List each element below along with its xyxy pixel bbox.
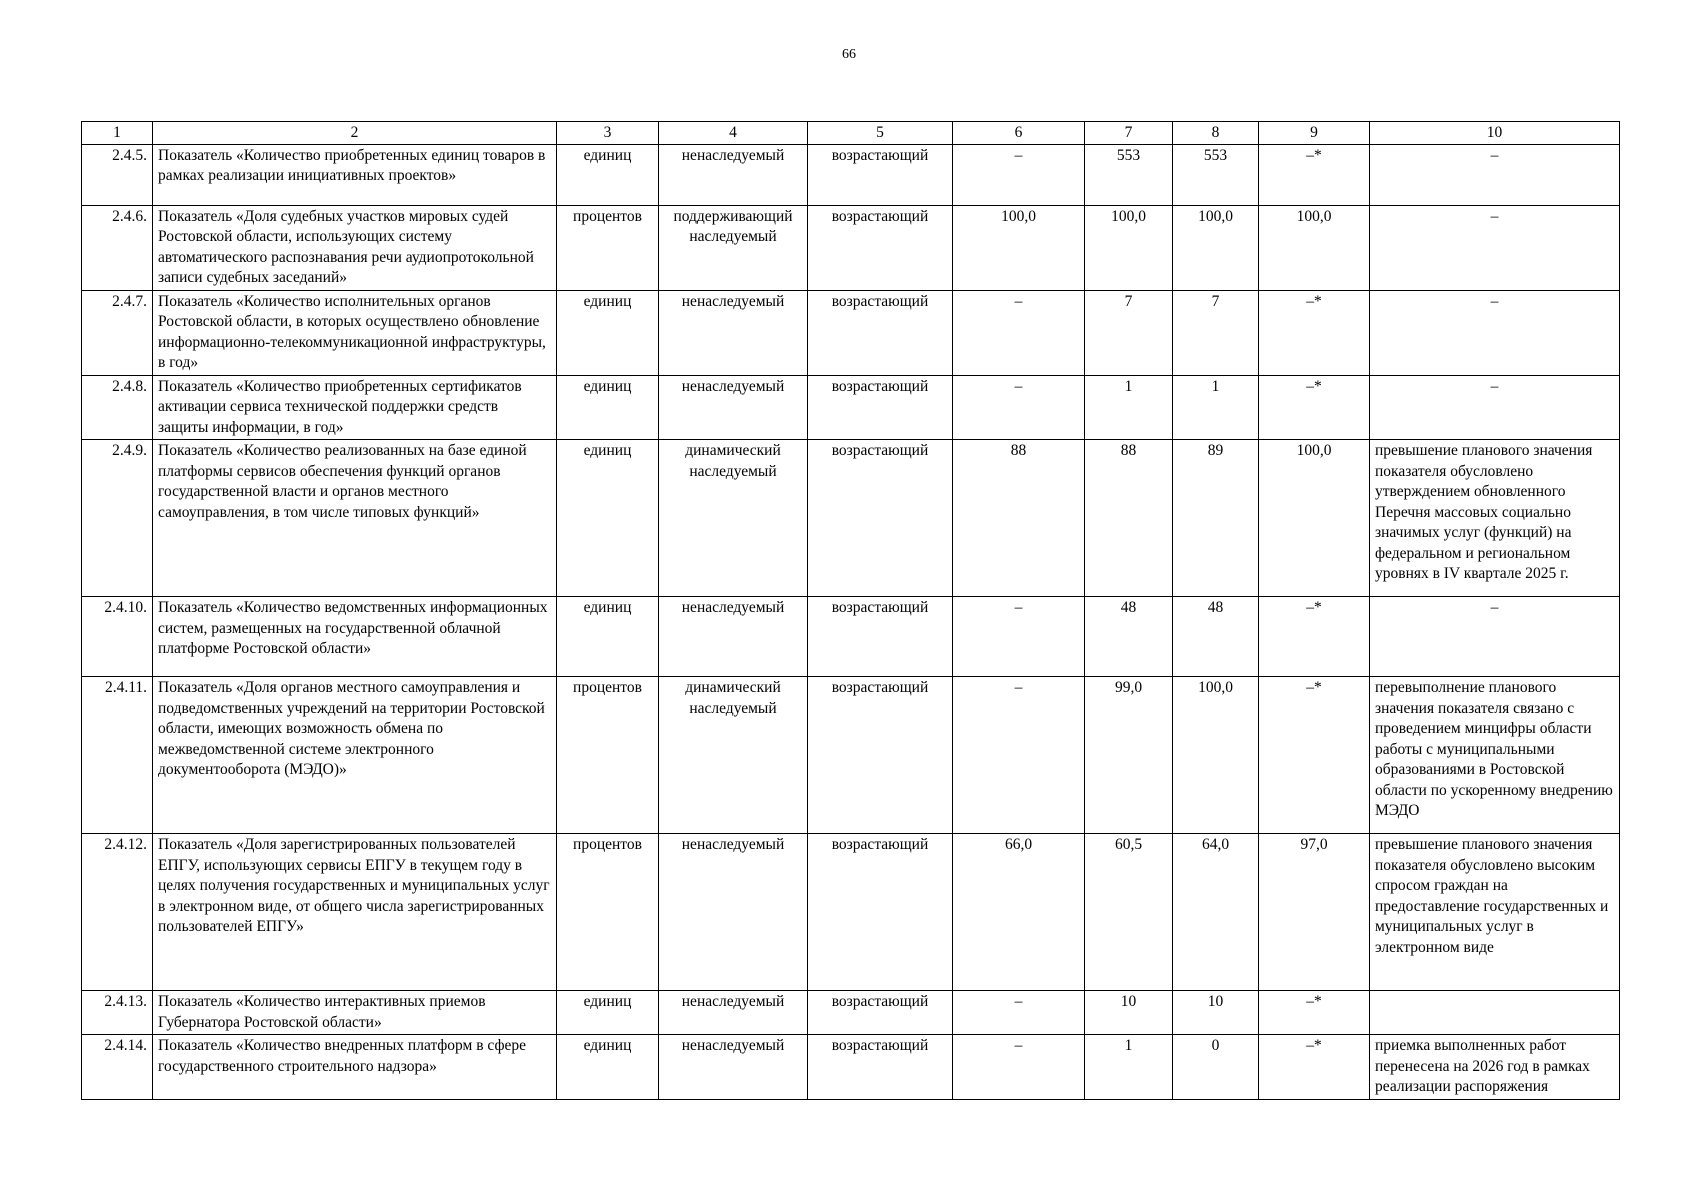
value-col7-cell: 553 xyxy=(1085,144,1173,205)
indicator-type-cell: ненаследуемый xyxy=(659,375,808,440)
value-col9-cell: 100,0 xyxy=(1259,205,1370,290)
note-cell: – xyxy=(1370,290,1620,375)
column-header: 8 xyxy=(1173,122,1259,145)
row-number-cell: 2.4.9. xyxy=(82,440,153,597)
column-header: 6 xyxy=(953,122,1085,145)
unit-cell: процентов xyxy=(557,205,659,290)
table-row xyxy=(82,991,1620,1035)
value-col6-cell: – xyxy=(953,991,1085,1035)
note-cell: перевыполнение планового значения показателя связано с проведением минцифры области работы с муниципальными образованиями в Ростовской области по ускоренному внедрению МЭДО xyxy=(1370,677,1620,834)
column-header: 9 xyxy=(1259,122,1370,145)
indicator-type-cell: ненаследуемый xyxy=(659,144,808,205)
unit-cell: процентов xyxy=(557,677,659,834)
row-number-cell: 2.4.10. xyxy=(82,597,153,677)
value-col9-cell: –* xyxy=(1259,290,1370,375)
value-col7-cell: 88 xyxy=(1085,440,1173,597)
unit-cell: единиц xyxy=(557,1035,659,1100)
table-row xyxy=(82,144,1620,205)
column-header: 5 xyxy=(808,122,953,145)
value-col9-cell: –* xyxy=(1259,1035,1370,1100)
value-col7-cell: 10 xyxy=(1085,991,1173,1035)
value-col8-cell: 10 xyxy=(1173,991,1259,1035)
indicator-name-cell: Показатель «Доля судебных участков мировых судей Ростовской области, использующих систему автоматического распознавания речи аудиопротокольной записи судебных заседаний» xyxy=(153,205,557,290)
direction-cell: возрастающий xyxy=(808,1035,953,1100)
unit-cell: единиц xyxy=(557,440,659,597)
row-number-cell: 2.4.6. xyxy=(82,205,153,290)
column-header: 10 xyxy=(1370,122,1620,145)
note-cell: – xyxy=(1370,205,1620,290)
value-col9-cell: 97,0 xyxy=(1259,834,1370,991)
indicator-type-cell: динамический наследуемый xyxy=(659,677,808,834)
table-row xyxy=(82,290,1620,375)
indicator-name-cell: Показатель «Количество реализованных на базе единой платформы сервисов обеспечения функций органов государственной власти и органов местного самоуправления, в том числе типовых функций» xyxy=(153,440,557,597)
table-row xyxy=(82,597,1620,677)
row-number-cell: 2.4.8. xyxy=(82,375,153,440)
indicator-type-cell: ненаследуемый xyxy=(659,597,808,677)
value-col8-cell: 100,0 xyxy=(1173,205,1259,290)
table-row xyxy=(82,205,1620,290)
column-header: 3 xyxy=(557,122,659,145)
unit-cell: единиц xyxy=(557,597,659,677)
note-cell xyxy=(1370,991,1620,1035)
column-header: 4 xyxy=(659,122,808,145)
direction-cell: возрастающий xyxy=(808,597,953,677)
value-col8-cell: 553 xyxy=(1173,144,1259,205)
value-col9-cell: –* xyxy=(1259,677,1370,834)
table-header-row xyxy=(82,122,1620,145)
direction-cell: возрастающий xyxy=(808,991,953,1035)
unit-cell: единиц xyxy=(557,991,659,1035)
row-number-cell: 2.4.12. xyxy=(82,834,153,991)
value-col8-cell: 64,0 xyxy=(1173,834,1259,991)
row-number-cell: 2.4.13. xyxy=(82,991,153,1035)
value-col7-cell: 7 xyxy=(1085,290,1173,375)
indicator-name-cell: Показатель «Количество приобретенных единиц товаров в рамках реализации инициативных проектов» xyxy=(153,144,557,205)
direction-cell: возрастающий xyxy=(808,440,953,597)
unit-cell: единиц xyxy=(557,375,659,440)
indicators-table xyxy=(81,121,1620,1100)
value-col7-cell: 99,0 xyxy=(1085,677,1173,834)
value-col9-cell: –* xyxy=(1259,375,1370,440)
value-col9-cell: –* xyxy=(1259,144,1370,205)
value-col6-cell: – xyxy=(953,144,1085,205)
direction-cell: возрастающий xyxy=(808,290,953,375)
indicator-name-cell: Показатель «Количество приобретенных сертификатов активации сервиса технической поддержки средств защиты информации, в год» xyxy=(153,375,557,440)
unit-cell: единиц xyxy=(557,290,659,375)
table-row xyxy=(82,677,1620,834)
indicator-type-cell: динамический наследуемый xyxy=(659,440,808,597)
note-cell: превышение планового значения показателя обусловлено утверждением обновленного Перечня массовых социально значимых услуг (функций) на федеральном и региональном уровнях в IV квартале 2025 г. xyxy=(1370,440,1620,597)
value-col6-cell: 88 xyxy=(953,440,1085,597)
table-row xyxy=(82,440,1620,597)
note-cell: – xyxy=(1370,375,1620,440)
note-cell: превышение планового значения показателя обусловлено высоким спросом граждан на предоставление государственных и муниципальных услуг в электронном виде xyxy=(1370,834,1620,991)
indicator-type-cell: поддерживающий наследуемый xyxy=(659,205,808,290)
value-col6-cell: – xyxy=(953,677,1085,834)
note-cell: – xyxy=(1370,597,1620,677)
row-number-cell: 2.4.7. xyxy=(82,290,153,375)
direction-cell: возрастающий xyxy=(808,375,953,440)
value-col7-cell: 100,0 xyxy=(1085,205,1173,290)
value-col9-cell: –* xyxy=(1259,597,1370,677)
direction-cell: возрастающий xyxy=(808,677,953,834)
row-number-cell: 2.4.14. xyxy=(82,1035,153,1100)
value-col8-cell: 1 xyxy=(1173,375,1259,440)
value-col8-cell: 100,0 xyxy=(1173,677,1259,834)
value-col7-cell: 60,5 xyxy=(1085,834,1173,991)
value-col6-cell: 66,0 xyxy=(953,834,1085,991)
indicator-name-cell: Показатель «Доля зарегистрированных пользователей ЕПГУ, использующих сервисы ЕПГУ в текущем году в целях получения государственных и муниципальных услуг в электронном виде, от общего числа зарегистрированных пользователей ЕПГУ» xyxy=(153,834,557,991)
direction-cell: возрастающий xyxy=(808,144,953,205)
direction-cell: возрастающий xyxy=(808,205,953,290)
note-cell: приемка выполненных работ перенесена на 2026 год в рамках реализации распоряжения xyxy=(1370,1035,1620,1100)
column-header: 7 xyxy=(1085,122,1173,145)
value-col8-cell: 7 xyxy=(1173,290,1259,375)
indicator-name-cell: Показатель «Количество внедренных платформ в сфере государственного строительного надзора» xyxy=(153,1035,557,1100)
column-header: 2 xyxy=(153,122,557,145)
indicator-name-cell: Показатель «Количество ведомственных информационных систем, размещенных на государственной облачной платформе Ростовской области» xyxy=(153,597,557,677)
value-col7-cell: 1 xyxy=(1085,375,1173,440)
direction-cell: возрастающий xyxy=(808,834,953,991)
row-number-cell: 2.4.5. xyxy=(82,144,153,205)
value-col9-cell: 100,0 xyxy=(1259,440,1370,597)
indicator-name-cell: Показатель «Количество исполнительных органов Ростовской области, в которых осуществлено обновление информационно-телекоммуникационной инфраструктуры, в год» xyxy=(153,290,557,375)
value-col6-cell: – xyxy=(953,290,1085,375)
indicator-name-cell: Показатель «Количество интерактивных приемов Губернатора Ростовской области» xyxy=(153,991,557,1035)
row-number-cell: 2.4.11. xyxy=(82,677,153,834)
value-col7-cell: 1 xyxy=(1085,1035,1173,1100)
indicator-type-cell: ненаследуемый xyxy=(659,1035,808,1100)
value-col8-cell: 0 xyxy=(1173,1035,1259,1100)
unit-cell: единиц xyxy=(557,144,659,205)
indicator-type-cell: ненаследуемый xyxy=(659,834,808,991)
value-col6-cell: – xyxy=(953,597,1085,677)
value-col9-cell: –* xyxy=(1259,991,1370,1035)
indicator-name-cell: Показатель «Доля органов местного самоуправления и подведомственных учреждений на территории Ростовской области, имеющих возможность обмена по межведомственной системе электронного документооборота (МЭДО)» xyxy=(153,677,557,834)
value-col6-cell: 100,0 xyxy=(953,205,1085,290)
note-cell: – xyxy=(1370,144,1620,205)
indicator-type-cell: ненаследуемый xyxy=(659,991,808,1035)
column-header: 1 xyxy=(82,122,153,145)
table-row xyxy=(82,1035,1620,1100)
indicator-type-cell: ненаследуемый xyxy=(659,290,808,375)
value-col8-cell: 48 xyxy=(1173,597,1259,677)
value-col7-cell: 48 xyxy=(1085,597,1173,677)
value-col6-cell: – xyxy=(953,1035,1085,1100)
page-number: 66 xyxy=(842,47,856,62)
table-row xyxy=(82,375,1620,440)
value-col8-cell: 89 xyxy=(1173,440,1259,597)
unit-cell: процентов xyxy=(557,834,659,991)
value-col6-cell: – xyxy=(953,375,1085,440)
table-row xyxy=(82,834,1620,991)
